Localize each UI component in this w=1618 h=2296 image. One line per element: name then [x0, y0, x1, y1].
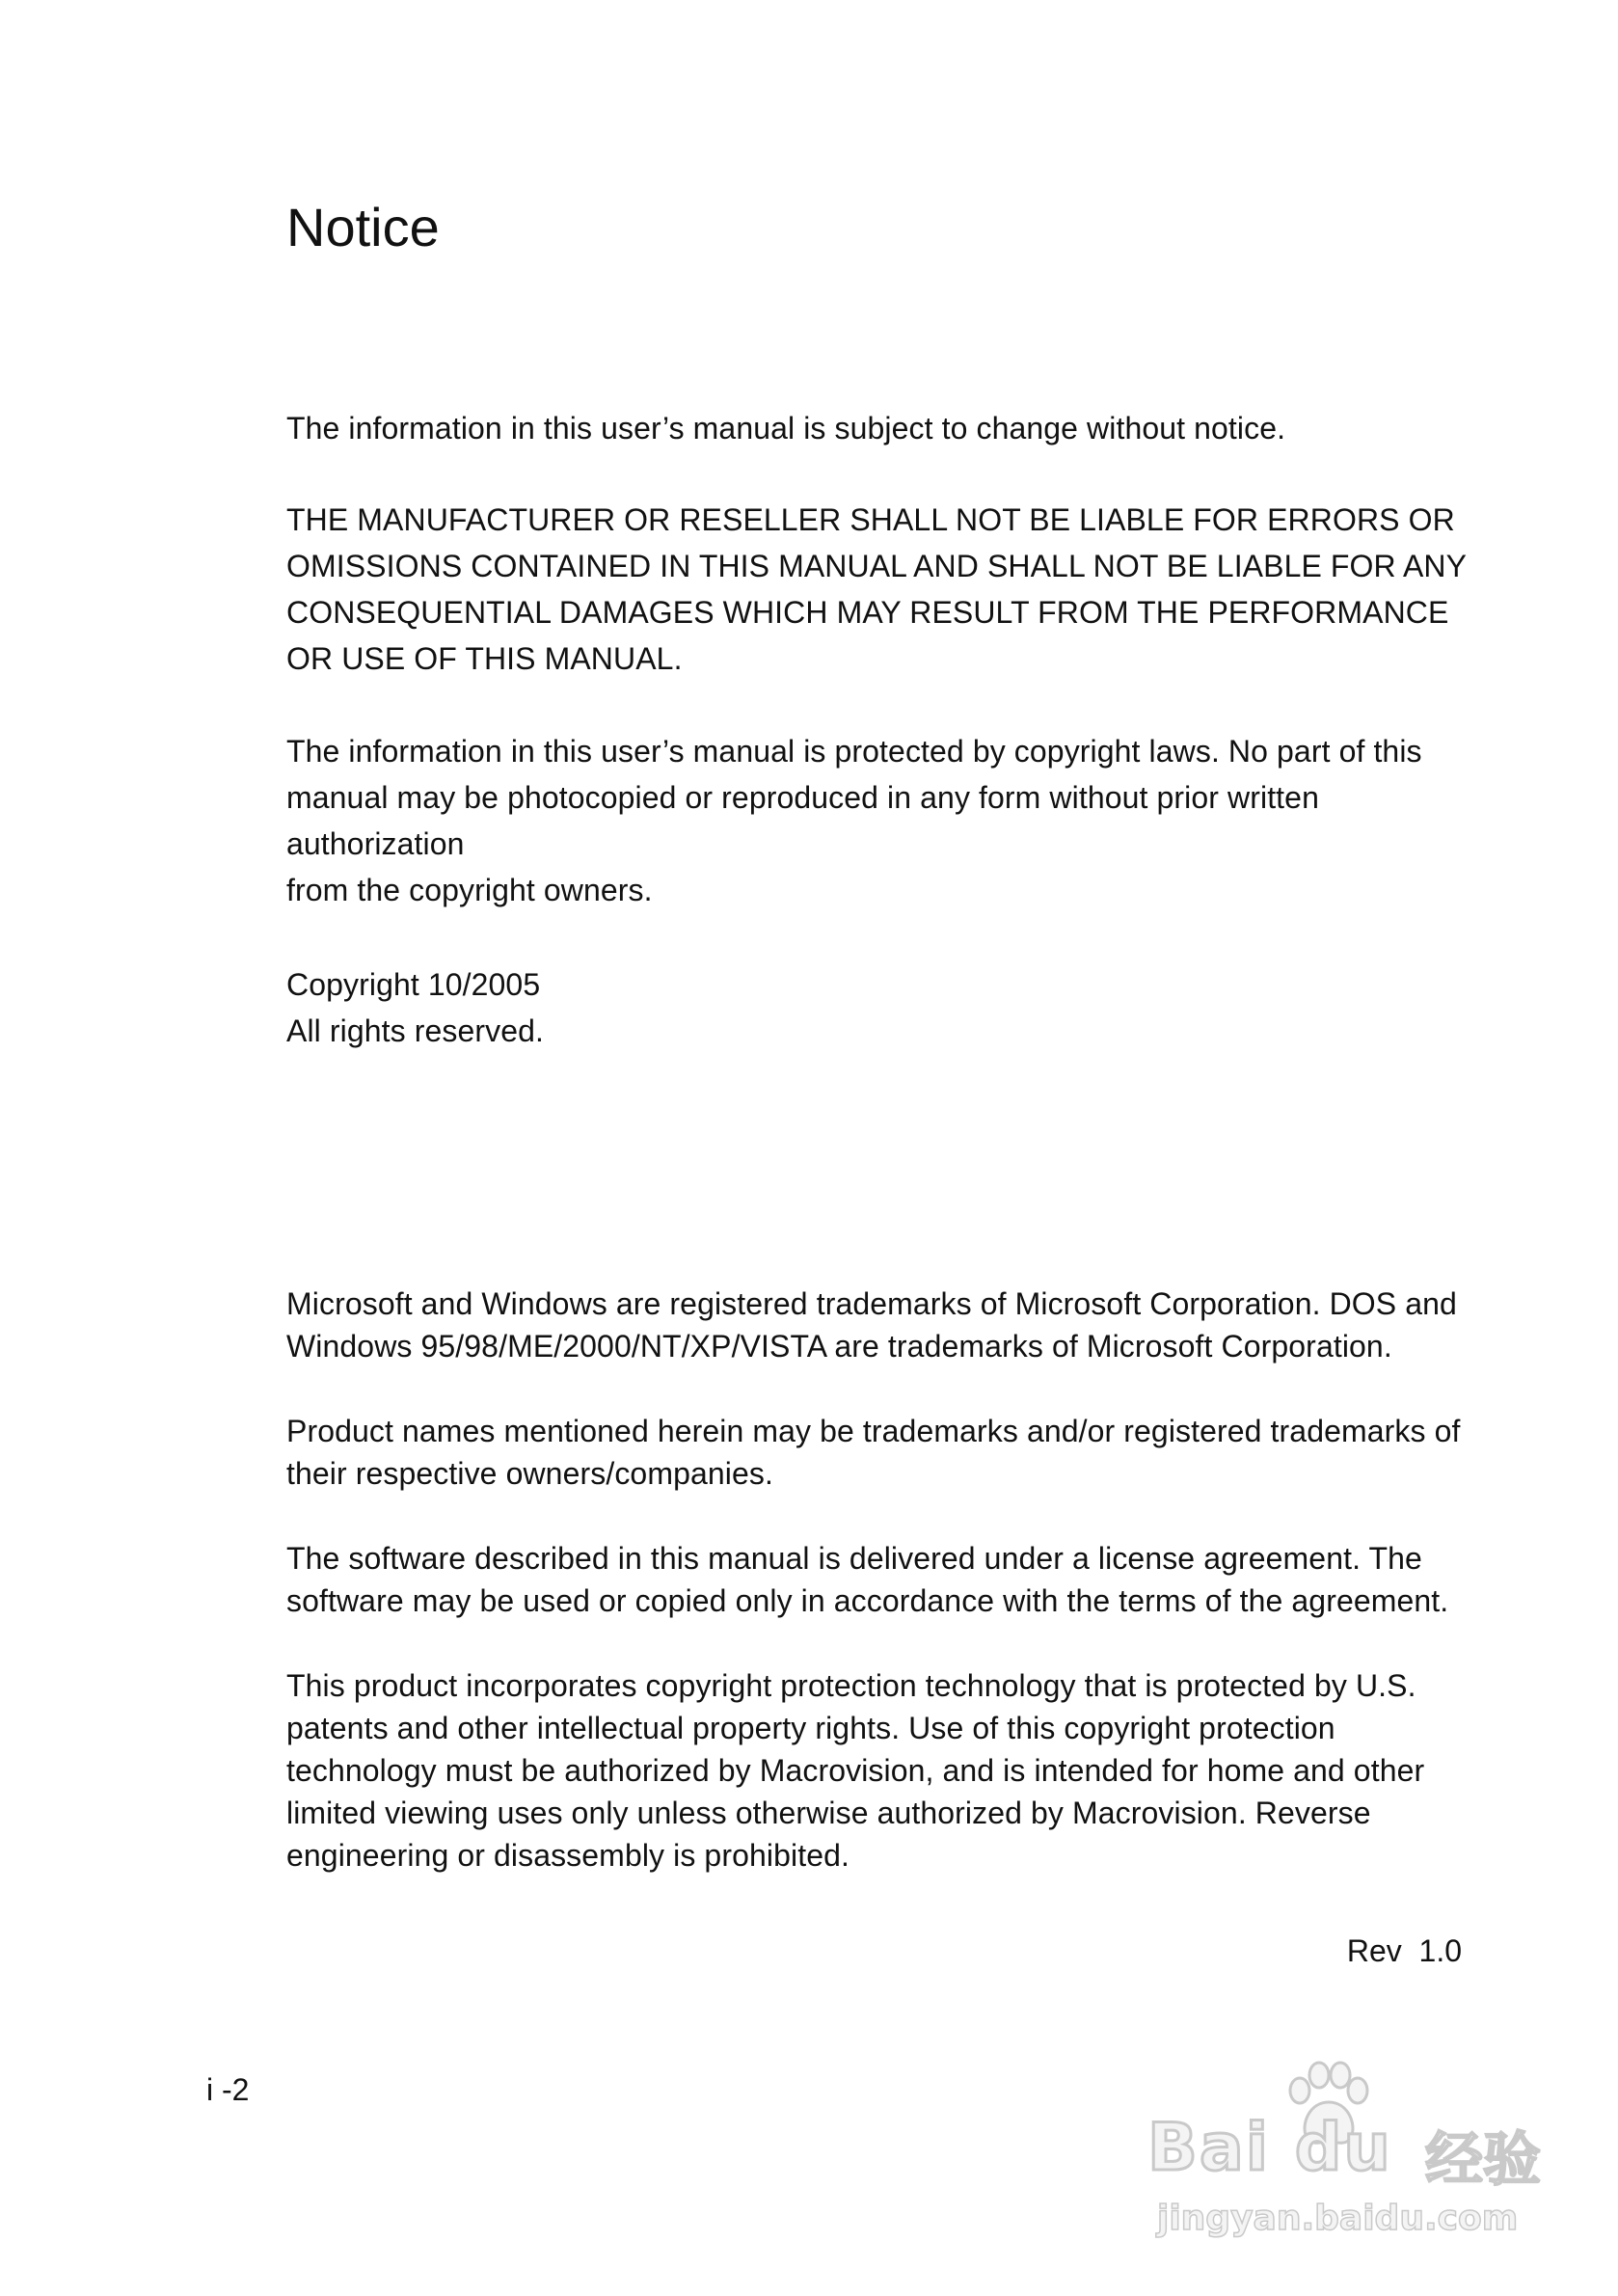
page-number: i -2: [206, 2072, 250, 2107]
text-line: software may be used or copied only in accordance with the terms of the agreement.: [286, 1583, 1449, 1618]
software-license-paragraph: [286, 1537, 1472, 1622]
text-line: limited viewing uses only unless otherwise authorized by Macrovision. Reverse: [286, 1796, 1371, 1830]
copyright-protection-paragraph: [286, 728, 1472, 913]
text-line: technology must be authorized by Macrovision, and is intended for home and other: [286, 1753, 1425, 1788]
text-line: Product names mentioned herein may be trademarks and/or registered trademarks of: [286, 1414, 1461, 1448]
baidu-watermark: [1147, 2054, 1552, 2247]
text-line: This product incorporates copyright protection technology that is protected by U.S.: [286, 1668, 1416, 1703]
product-trademarks-paragraph: [286, 1410, 1472, 1495]
microsoft-trademarks-paragraph: [286, 1283, 1472, 1367]
text-line: OR USE OF THIS MANUAL.: [286, 641, 683, 676]
text-line: their respective owners/companies.: [286, 1456, 773, 1491]
watermark-brand: Bai du: [1147, 2110, 1392, 2186]
text-line: THE MANUFACTURER OR RESELLER SHALL NOT BE LIABLE FOR ERRORS OR: [286, 502, 1455, 537]
text-line: The software described in this manual is delivered under a license agreement. The: [286, 1541, 1422, 1576]
copyright-date: Copyright 10/2005: [286, 967, 541, 1002]
text-line: CONSEQUENTIAL DAMAGES WHICH MAY RESULT FROM THE PERFORMANCE: [286, 595, 1449, 630]
text-line: from the copyright owners.: [286, 873, 653, 907]
copyright-paragraph: [286, 961, 1472, 1054]
page-title: Notice: [286, 197, 440, 257]
text-line: Windows 95/98/ME/2000/NT/XP/VISTA are trademarks of Microsoft Corporation.: [286, 1329, 1392, 1364]
change-notice-paragraph: [286, 405, 1472, 451]
text-line: engineering or disassembly is prohibited.: [286, 1838, 849, 1873]
revision-label: Rev 1.0: [1346, 1933, 1462, 1968]
watermark-brand-cn: 经验: [1425, 2126, 1541, 2194]
text-line: manual may be photocopied or reproduced in any form without prior written authorization: [286, 780, 1319, 861]
text-line: The information in this user’s manual is subject to change without notice.: [286, 411, 1286, 446]
liability-paragraph: [286, 497, 1472, 682]
text-line: patents and other intellectual property rights. Use of this copyright protection: [286, 1711, 1335, 1745]
text-line: The information in this user’s manual is protected by copyright laws. No part of this: [286, 734, 1422, 769]
text-line: OMISSIONS CONTAINED IN THIS MANUAL AND SHALL NOT BE LIABLE FOR ANY: [286, 549, 1468, 583]
text-line: Microsoft and Windows are registered trademarks of Microsoft Corporation. DOS and: [286, 1286, 1457, 1321]
macrovision-paragraph: [286, 1664, 1472, 1877]
watermark-url: jingyan.baidu.com: [1157, 2199, 1519, 2238]
rights-reserved: All rights reserved.: [286, 1013, 544, 1048]
